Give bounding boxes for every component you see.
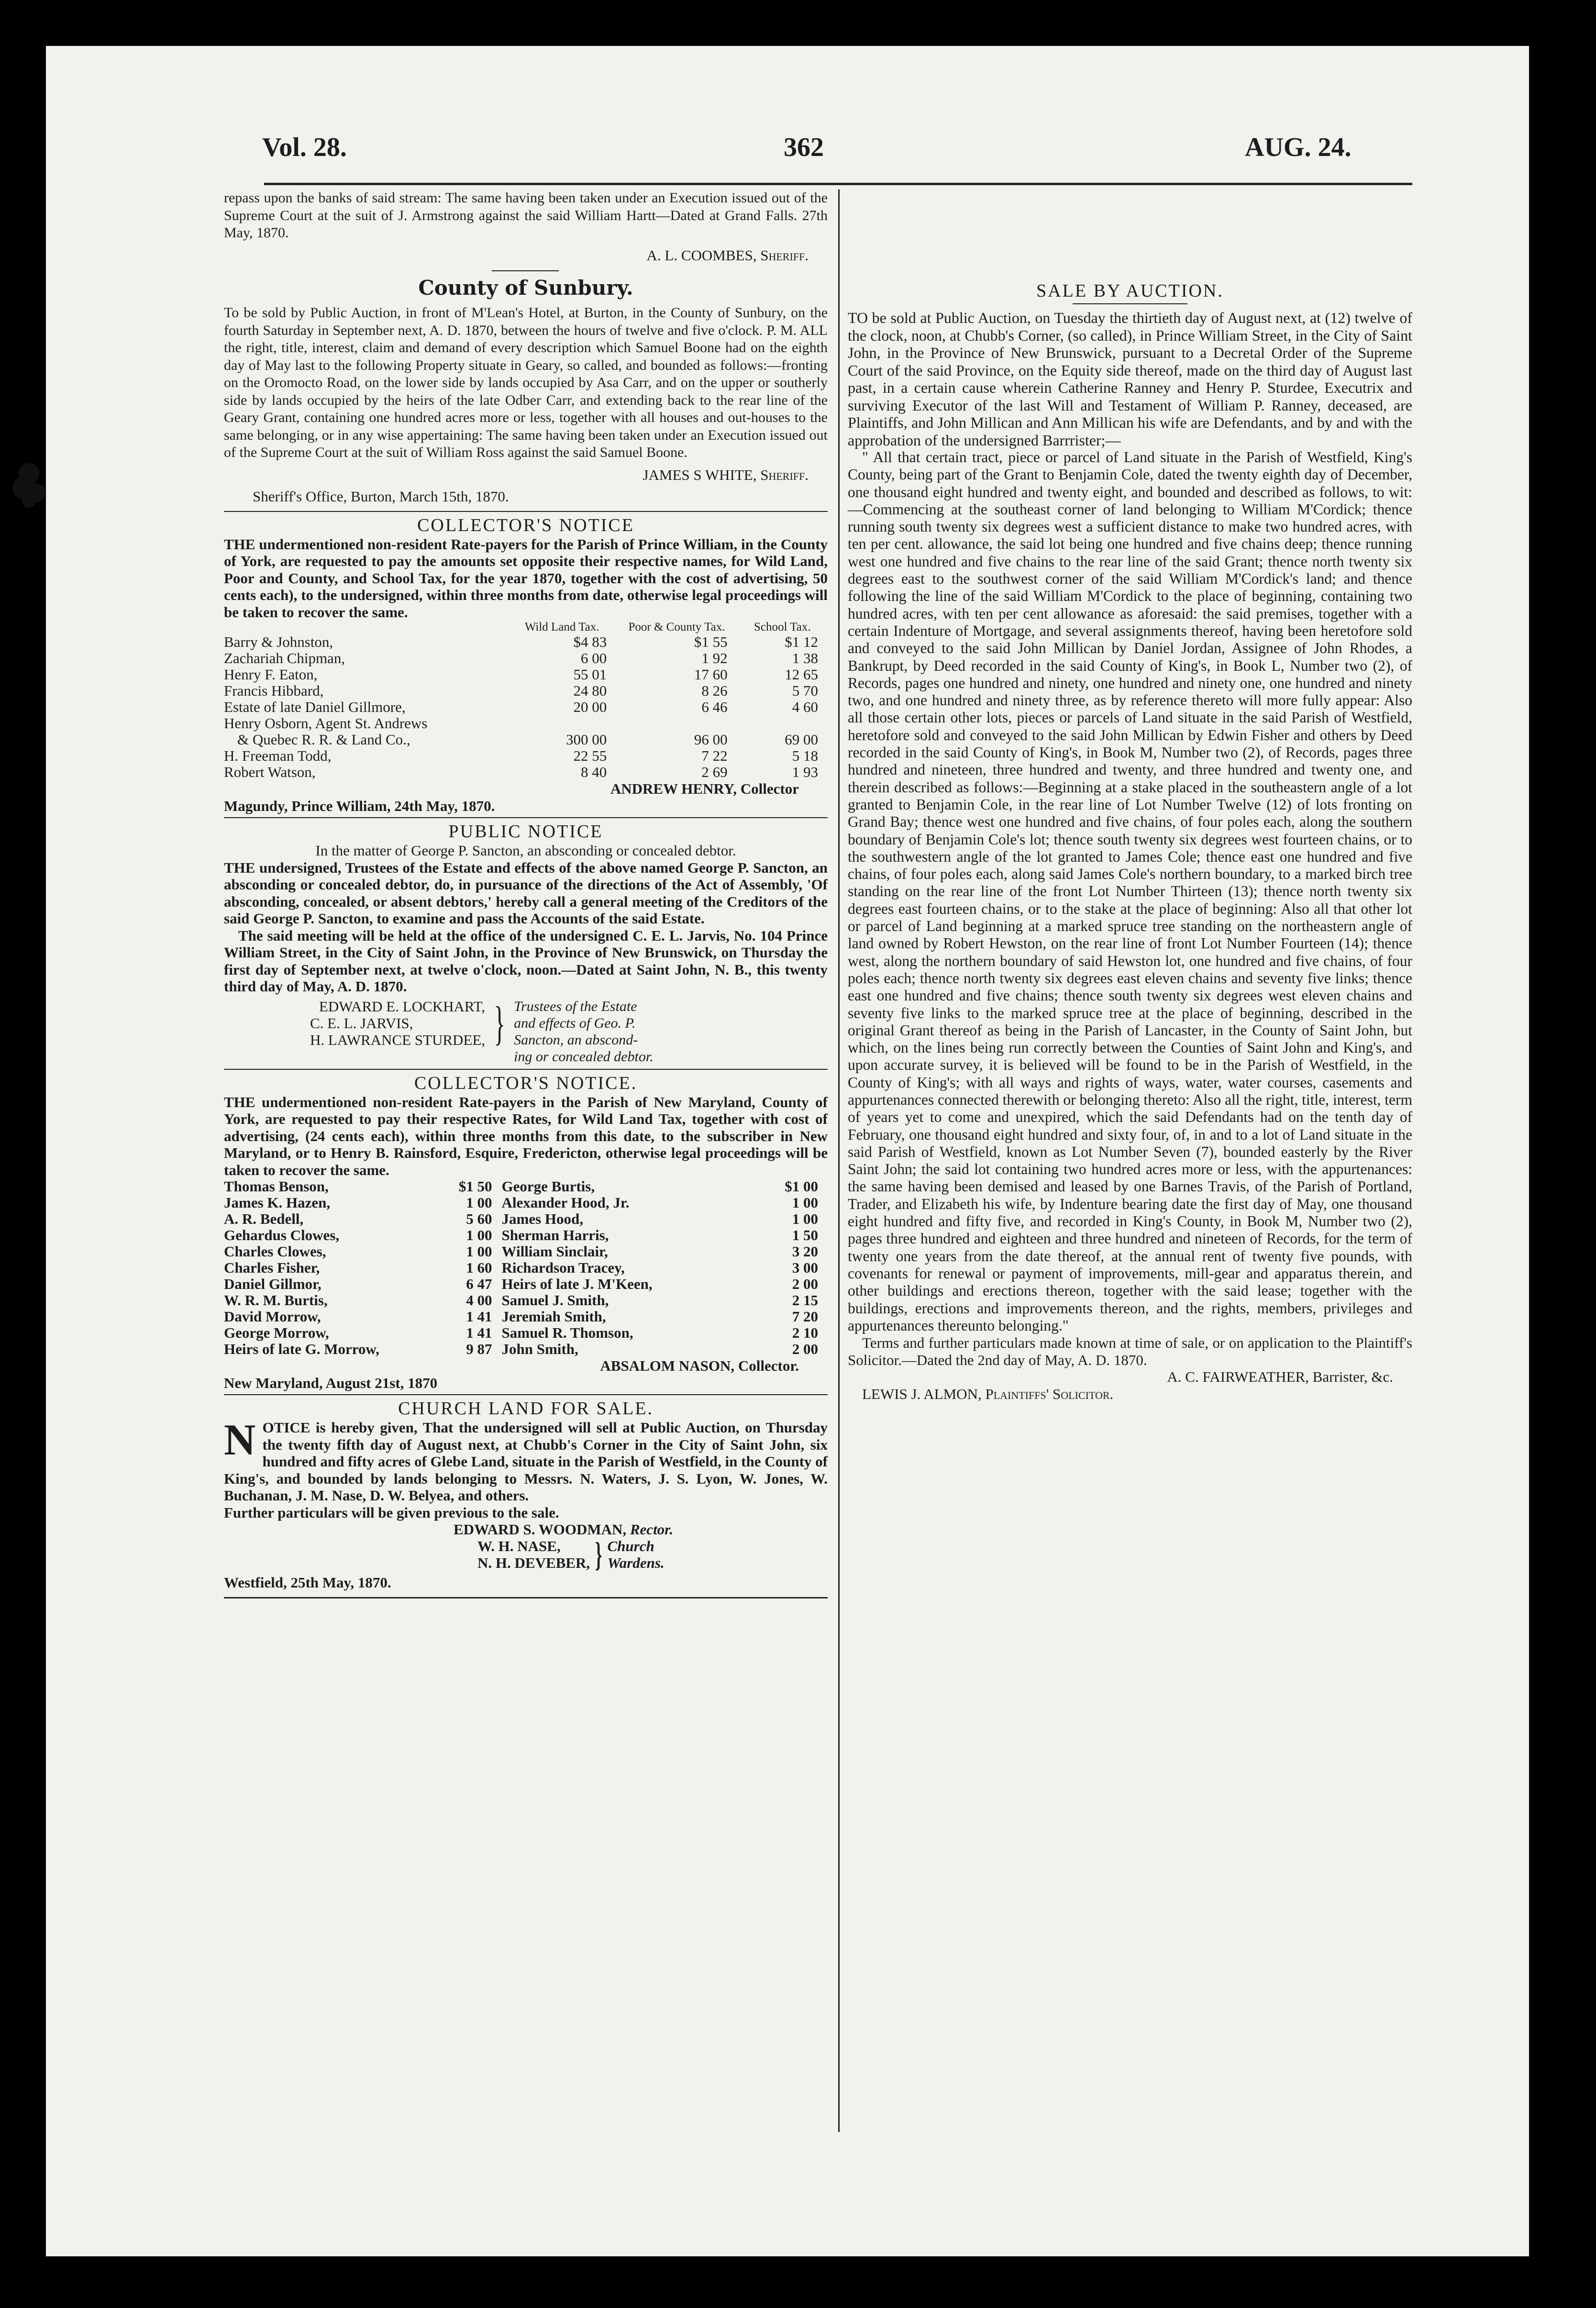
table-row: Robert Watson, 8 40 2 69 1 93 [224,764,818,780]
sunbury-sheriff-signature: JAMES S WHITE, Sheriff. [643,466,809,483]
table-row: W. R. M. Burtis, 4 00 Samuel J. Smith, 2 15 [224,1292,818,1309]
collector-dateline: Magundy, Prince William, 24th May, 1870. [224,797,495,814]
table-row: Charles Fisher, 1 60 Richardson Tracey, 3 00 [224,1259,818,1276]
church-land-notice [224,1415,828,1504]
public-notice-heading: PUBLIC NOTICE [448,821,603,842]
church-land-further: Further particulars will be given previous to the sale. [224,1504,559,1521]
church-land-heading: CHURCH LAND FOR SALE. [398,1398,654,1419]
table-row: A. R. Bedell, 5 60 James Hood, 1 00 [224,1210,818,1227]
wardens-block: W. H. NASE, N. H. DEVEBER, } Church Wardens. [477,1535,665,1574]
table-row: & Quebec R. R. & Land Co., 300 00 96 00 69 00 [237,731,818,748]
collector-notice-heading: COLLECTOR'S NOTICE [417,515,634,535]
prince-william-tax-table [224,621,828,780]
trustee-name: C. E. L. JARVIS, [310,1014,413,1032]
public-notice-body-2: The said meeting will be held at the office of the undersigned C. E. L. Jarvis, No. 104 Prince William Street, in the City of Saint John, in the Province of New Brunswick, on Thursday the first day of September next, at twelve o'clock, noon.—Dated at Saint John, N. B., this twenty third day of May, A. D. 1870. [224,927,828,995]
table-row: Gehardus Clowes, 1 00 Sherman Harris, 1 50 [224,1227,818,1243]
table-row: Barry & Johnston, $4 83 $1 55 $1 12 [224,633,818,650]
table-row: James K. Hazen, 1 00 Alexander Hood, Jr. 1 00 [224,1194,818,1211]
collector-notice-body: THE undermentioned non-resident Rate-payers for the Parish of Prince William, in the County of York, are requested to pay the amounts set opposite their respective names, for Wild Land, Poor and County, and School Tax, for the year 1870, together with the cost of advertising, 50 cents each), to the undersigned, within three months from date, otherwise legal proceedings will be taken to recover the same. [224,535,828,621]
trustee-names [310,998,485,1048]
church-land-body: OTICE is hereby given, That the undersigned will sell at Public Auction, on Thursday the twenty fifth day of August next, at Chubb's Corner in the City of Saint John, six hundred and fifty acres of Glebe Land, situate in the Parish of Westfield, in the County of King's, and bounded by lands belonging to Messrs. N. Waters, J. S. Lyon, W. Jones, W. Buchanan, J. M. Nase, D. W. Belyea, and others. [224,1419,828,1504]
collector-signature: ANDREW HENRY, Collector [610,780,799,797]
trustee-signatures [310,998,828,1065]
brace: } [494,996,506,1050]
public-notice-subheading: In the matter of George P. Sancton, an absconding or concealed debtor. [315,842,736,859]
church-land-dateline: Westfield, 25th May, 1870. [224,1574,391,1591]
column-header: School Tax. [754,621,811,633]
volume-label: Vol. 28. [262,133,347,162]
table-row: H. Freeman Todd, 22 55 7 22 5 18 [224,747,818,764]
column-header: Wild Land Tax. [524,621,599,633]
sheriff-signature: A. L. COOMBES, Sheriff. [646,246,809,264]
table-row: Henry Osborn, Agent St. Andrews [224,715,428,732]
collector-2-signature: ABSALOM NASON, Collector. [600,1357,799,1374]
sunbury-notice-body: To be sold by Public Auction, in front of M'Lean's Hotel, at Burton, in the County of Sunbury, on the fourth Saturday in September next, A. D. 1870, between the hours of twelve and five o'clock. P. M. ALL the right, title, interest, claim and demand of every description which Samuel Boone had on the eighth day of May last to the following Property situate in Geary, so called, and bounded as follows:—fronting on the Oromocto Road, on the lower side by lands occupied by Asa Carr, and on the upper or southerly side by lands occupied by the heirs of the late Odber Carr, and extending back to the rear line of the Geary Grant, containing one hundred acres more or less, together with all houses and out-houses to the same belonging, or in any wise appertaining: The same having been taken under an Execution issued out of the Supreme Court at the suit of William Ross against the said Samuel Boone. [224,305,828,460]
sale-intro-paragraph: TO be sold at Public Auction, on Tuesday the thirtieth day of August next, at (12) twelve of the clock, noon, at Chubb's Corner, (so called), in Prince William Street, in the City of Saint John, in the Province of New Brunswick, pursuant to a Decretal Order of the Supreme Court of the said Province, on the Equity side thereof, made on the third day of August last past, in a certain cause wherein Catherine Ranney and Henry P. Sturdee, Executrix and surviving Executor of the last Will and Testament of William P. Ranney, deceased, are Plaintiffs, and John Millican and Ann Millican his wife are Defendants, and by and with the approbation of the undersigned Barrrister;— [848,309,1412,449]
column-header: Poor & County Tax. [628,621,725,633]
notice-separator [224,1394,828,1395]
table-row: Francis Hibbard, 24 80 8 26 5 70 [224,682,818,699]
drop-cap: N [224,1415,256,1464]
barrister-signature: A. C. FAIRWEATHER, Barrister, &c. [1167,1368,1393,1386]
public-notice-body-1: THE undersigned, Trustees of the Estate and effects of the above named George P. Sancton, an absconding or concealed debtor, do, in pursuance of the directions of the Act of Assembly, 'Of absconding, concealed, or absent debtors,' hereby call a general meeting of the Creditors of the said George P. Sancton, to examine and pass the Accounts of the said Estate. [224,859,828,927]
tax-table-header [224,621,828,634]
header-rule [264,183,1412,185]
sunbury-heading: County of Sunbury. [418,276,633,300]
notice-separator [224,1069,828,1070]
ink-blot-mark [10,459,53,512]
brace: } [595,1535,602,1574]
table-row: Daniel Gillmor, 6 47 Heirs of late J. M'Keen, 2 00 [224,1276,818,1292]
right-column [848,189,1412,1402]
notice-separator [224,817,828,818]
collector-2-dateline: New Maryland, August 21st, 1870 [224,1374,438,1391]
collector-notice-2-body: THE undermentioned non-resident Rate-payers in the Parish of New Maryland, County of York, are requested to pay their respective Rates, for Wild Land Tax, together with cost of advertising, (24 cents each), within three months from this date, to the subscriber in New Maryland, or to Henry B. Rainsford, Esquire, Fredericton, otherwise legal proceedings will be taken to recover the same. [224,1093,828,1178]
rector-line: EDWARD S. WOODMAN, Rector. [454,1521,674,1538]
church-signatures [454,1521,828,1574]
issue-date: AUG. 24. [1245,133,1352,162]
table-row: Heirs of late G. Morrow, 9 87 John Smith, 2 00 [224,1341,818,1357]
solicitor-signature: LEWIS J. ALMON, Plaintiffs' Solicitor. [862,1385,1114,1402]
bottom-rule [224,1597,828,1598]
notice-separator [224,511,828,512]
table-row: Zachariah Chipman, 6 00 1 92 1 38 [224,650,818,666]
sunbury-office-date: Sheriff's Office, Burton, March 15th, 1870. [253,488,509,505]
left-column [224,189,828,1598]
trustee-name: EDWARD E. LOCKHART, [319,998,486,1015]
page-number: 362 [784,133,824,162]
collector-notice-2-heading: COLLECTOR'S NOTICE. [414,1073,638,1093]
table-row: David Morrow, 1 41 Jeremiah Smith, 7 20 [224,1308,818,1325]
column-divider [838,189,840,2132]
table-row: Thomas Benson, $1 50 George Burtis, $1 00 [224,1178,818,1195]
notice-separator [492,270,559,271]
table-row: George Morrow, 1 41 Samuel R. Thomson, 2 10 [224,1324,818,1341]
table-row: Estate of late Daniel Gillmore, 20 00 6 46 4 60 [224,699,818,715]
table-row: Charles Clowes, 1 00 William Sinclair, 3 20 [224,1243,818,1260]
trustee-name: H. LAWRANCE STURDEE, [310,1031,486,1048]
newspaper-page [46,46,1529,2256]
table-row: Henry F. Eaton, 55 01 17 60 12 65 [224,666,818,683]
new-maryland-tax-table [224,1178,828,1357]
heading-underline [1073,303,1187,304]
sale-by-auction-heading: SALE BY AUCTION. [1036,281,1224,301]
trustee-role: Trustees of the Estate and effects of Geo. P. Sancton, an abscond- ing or concealed debtor. [514,998,654,1065]
sale-property-description: " All that certain tract, piece or parcel of Land situate in the Parish of Westfield, King's County, being part of the Grant to Benjamin Cole, dated the twenty eighth day of December, one thousand eight hundred and twenty eight, and bounded and described as follows, to wit:—Commencing at the southeast corner of land belonging to William M'Cordick; thence running south twenty six degrees west a sufficient distance to make two hundred acres, with ten per cent. allowance, the said lot being one hundred and five chains deep; thence running west one hundred and five chains to the rear line of the said Grant; thence north twenty six degrees east to the southwest corner of the said William M'Cordick's land; and thence following the line of the said William M'Cordick to the place of beginning, containing two hundred acres, with ten per cent allowance as aforesaid: the said premises, together with a certain Indenture of Mortgage, and several assignments thereof, having been heretofore sold and conveyed to the said John Millican by Daniel Jordan, Assignee of John Rhodes, a Bankrupt, by Deed recorded in the said County of King's, in Book L, Number two (2), of Records, pages one hundred and ninety, one hundred and ninety one, one hundred and ninety two, and one hundred and ninety three, as by reference thereto will more fully appear: Also all those certain other lots, pieces or parcels of Land situate in the said Parish of Westfield, heretofore sold and conveyed to the said John Millican by Edwin Fisher and others by Deed recorded in the said County of King's, in Book M, Number two (2), of Records, pages three hundred and nineteen, three hundred and twenty, and three hundred and twenty one, and therein described as follows:—Beginning at a stake placed in the southeastern angle of a lot granted to Benjamin Cole, in the rear line of Lot Number Twelve (12) of lots fronting on Grand Bay; thence west one hundred and five chains, of four poles each, along the southern boundary of Benjamin Cole's lot; thence south twenty six degrees west fourteen chains, or to the southwestern angle of the lot granted to James Cole; thence east one hundred and five chains, of four poles each, along said James Cole's northern boundary, to a marked birch tree standing on the rear line of the front Lot Number Thirteen (13); thence north twenty six degrees east fourteen chains, or to the stake at the place of beginning: Also all that other lot or parcel of Land beginning at a marked spruce tree standing on the northeastern angle of land owned by Robert Hewston, on the rear line of front Lot Number Fourteen (14); thence west, along the northern boundary of said Hewston lot, one hundred and five chains, of four poles each; thence north twenty six degrees east eleven chains and seventy five links; thence east one hundred and five chains; thence south twenty six degrees west eleven chains and seventy five links to the marked spruce tree at the place of beginning, described in the original Grant thereof as being in the Parish of Lancaster, in the County of Saint John, but which, on the lines being run correctly between the Counties of Saint John and King's, and upon accurate survey, it is believed will be found to be in the Parish of Westfield, in the County of King's; with all ways and rights of ways, water, water courses, casements and appurtenances connected therewith or belonging thereto: Also all the right, title, interest, term of years yet to come and unexpired, which the said Defendants had on the tenth day of February, one thousand eight hundred and sixty four, of, in and to a lot of Land situate in the said Parish of Westfield, known as Lot Number Seven (7), bounded easterly by the River Saint John; the said lot containing two hundred acres more or less, with the appurtenances: the same having been demised and leased by one Barnes Travis, of the Parish of Portland, Trader, and Elizabeth his wife, by Indenture bearing date the first day of May, one thousand eight hundred and fifty five, and recorded in King's County, in Book M, Number two (2), pages three hundred and eighteen and three hundred and nineteen of Records, for the term of twenty one years from the date thereof, at the annual rent of twenty five pounds, with covenants for renewal or payment of improvements, mill-gear and apparatus therein, and other buildings and erections thereon, together with the said lease; together with the buildings, erections and improvements thereon, and the rights, members, privileges and appurtenances thereunto belonging." [848,449,1413,1334]
notice-continuation: repass upon the banks of said stream: The same having been taken under an Execution issued out of the Supreme Court at the suit of J. Armstrong against the said William Hartt—Dated at Grand Falls. 27th May, 1870. [224,190,828,241]
sale-terms-paragraph: Terms and further particulars made known at time of sale, or on application to the Plaintiff's Solicitor.—Dated the 2nd day of May, A. D. 1870. [848,1334,1412,1368]
